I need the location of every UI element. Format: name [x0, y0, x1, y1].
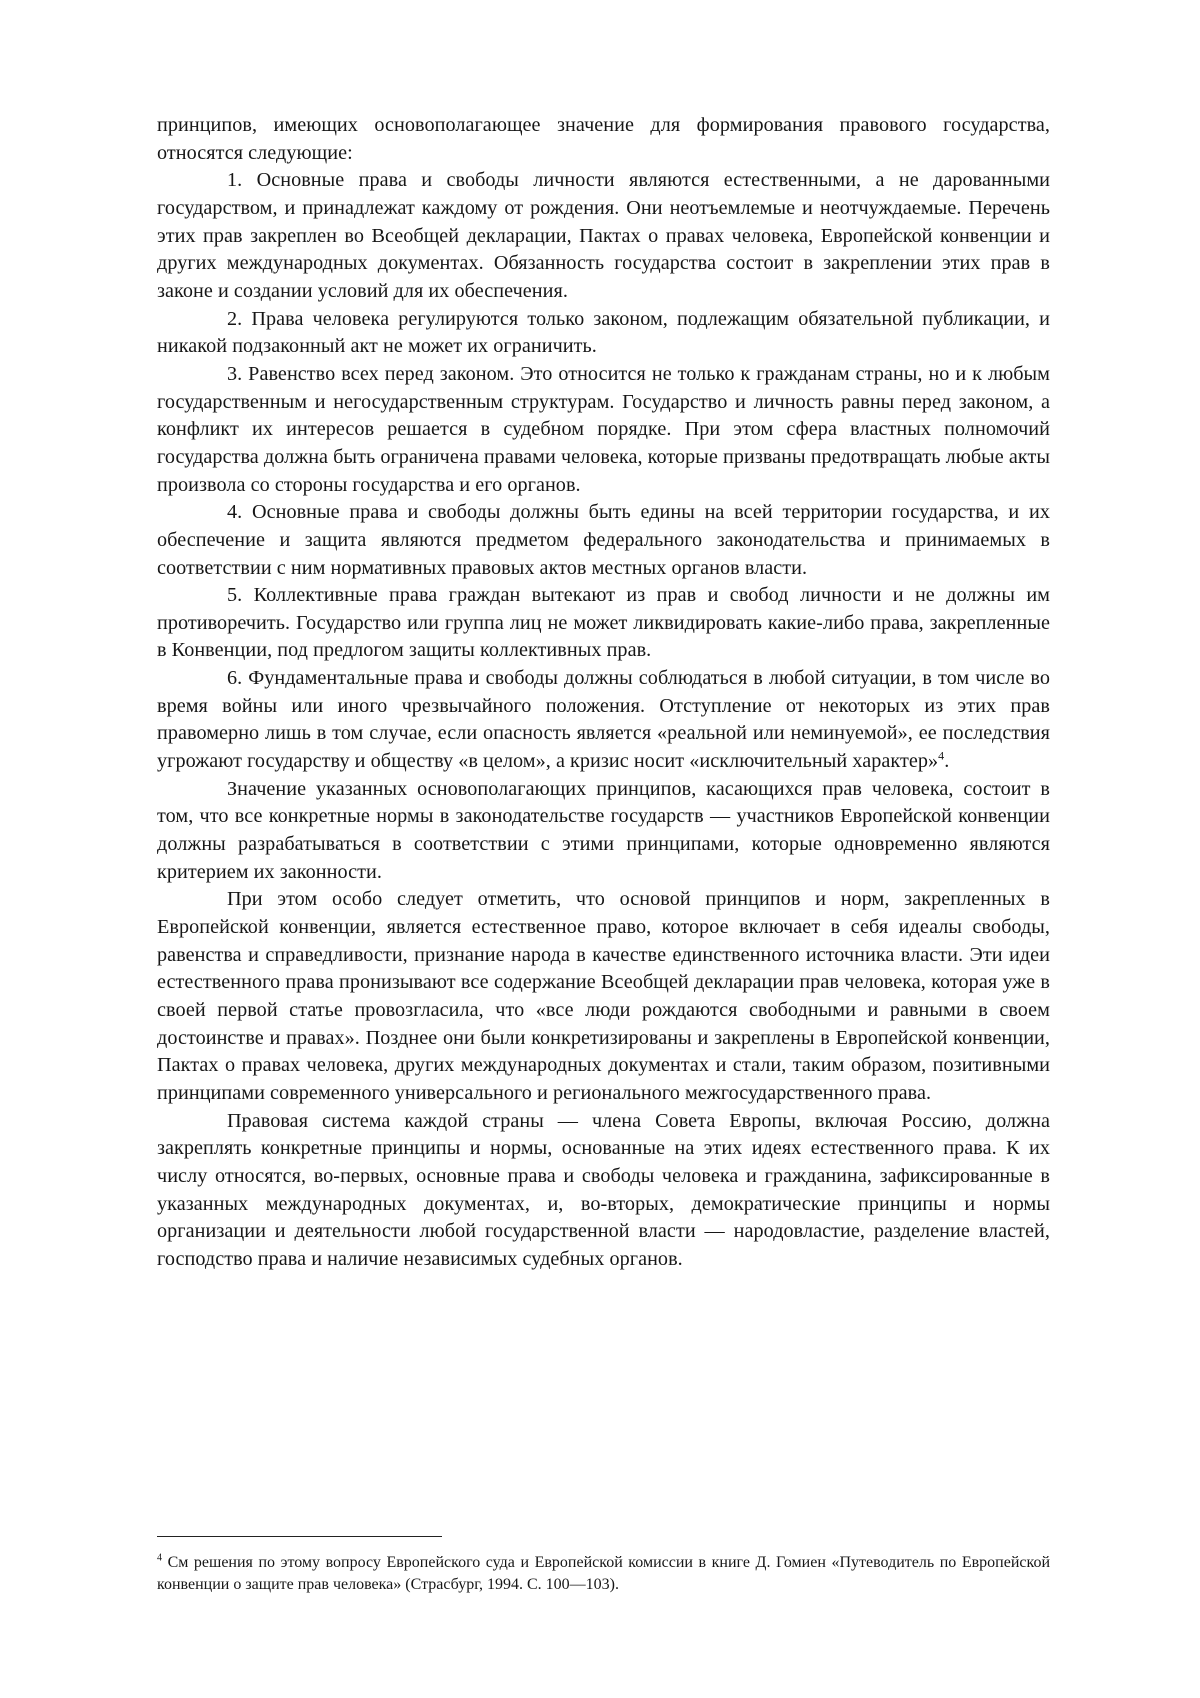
paragraph-principle-6-text: 6. Фундаментальные права и свободы должны соблюдаться в любой ситуации, в том числе во время войны или иного чрезвычайного положения. Отступление от некоторых из этих прав правомерно лишь в том случае, если опасность является «реальной или неминуемой», ее последствия угрожают государству и обществу «в целом», а кризис носит «исключительный характер» [157, 667, 1050, 773]
paragraph-significance: Значение указанных основополагающих принципов, касающихся прав человека, состоит в том, что все конкретные нормы в законодательстве государств — участников Европейской конвенции должны разрабатываться в соответствии с этими принципами, которые одновременно являются критерием их законности. [157, 777, 1050, 883]
paragraph-principle-1: 1. Основные права и свободы личности являются естественными, а не дарованными государством, и принадлежат каждому от рождения. Они неотъемлемые и неотчуждаемые. Перечень этих прав закреплен во Всеобщей декларации, Пактах о правах человека, Европейской конвенции и других международных документах. Обязанность государства состоит в закреплении этих прав в законе и создании условий для их обеспечения. [157, 169, 1050, 302]
footnote-number: 4 [157, 1552, 162, 1564]
paragraph-principle-5: 5. Коллективные права граждан вытекают из прав и свобод личности и не должны им противоречить. Государство или группа лиц не может ликвидировать какие-либо права, закрепленные в Конвенции, под предлогом защиты коллективных прав. [157, 584, 1050, 662]
footnote-text: См решения по этому вопросу Европейского суда и Европейской комиссии в книге Д. Гомиен «Путеводитель по Европейской конвенции о защите прав человека» (Страсбург, 1994. С. 100—103). [157, 1554, 1051, 1593]
paragraph-intro: принципов, имеющих основополагающее значение для формирования правового государства, относятся следующие: [157, 114, 1050, 164]
footnote [157, 1552, 1050, 1595]
paragraph-principle-3: 3. Равенство всех перед законом. Это относится не только к гражданам страны, но и к любым государственным и негосударственным структурам. Государство и личность равны перед законом, а конфликт их интересов решается в судебном порядке. При этом сфера властных полномочий государства должна быть ограничена правами человека, которые призваны предотвращать любые акты произвола со стороны государства и его органов. [157, 362, 1050, 496]
footnote-reference[interactable]: 4 [938, 748, 945, 763]
document-body [157, 112, 1050, 1274]
paragraph-principle-2: 2. Права человека регулируются только законом, подлежащим обязательной публикации, и никакой подзаконный акт не может их ограничить. [157, 307, 1050, 358]
footnote-divider [157, 1536, 442, 1537]
paragraph-principle-4: 4. Основные права и свободы должны быть едины на всей территории государства, и их обеспечение и защита являются предметом федерального законодательства и принимаемых в соответствии с ним нормативных правовых актов местных органов власти. [157, 501, 1050, 579]
paragraph-natural-law: При этом особо следует отметить, что основой принципов и норм, закрепленных в Европейской конвенции, является естественное право, которое включает в себя идеалы свободы, равенства и справедливости, признание народа в качестве единственного источника власти. Эти идеи естественного права пронизывают все содержание Всеобщей декларации прав человека, которая уже в своей первой статье провозгласила, что «все люди рождаются свободными и равными в своем достоинстве и правах». Позднее они были конкретизированы и закреплены в Европейской конвенции, Пактах о правах человека, других международных документах и стали, таким образом, позитивными принципами современного универсального и регионального межгосударственного права. [157, 888, 1050, 1104]
paragraph-principle-6-tail: . [944, 750, 950, 773]
paragraph-principle-6 [157, 665, 1050, 776]
paragraph-legal-system: Правовая система каждой страны — члена Совета Европы, включая Россию, должна закреплять конкретные принципы и нормы, основанные на этих идеях естественного права. К их числу относятся, во-первых, основные права и свободы человека и гражданина, зафиксированные в указанных международных документах, и, во-вторых, демократические принципы и нормы организации и деятельности любой государственной власти — народовластие, разделение властей, господство права и наличие независимых судебных органов. [157, 1109, 1050, 1270]
